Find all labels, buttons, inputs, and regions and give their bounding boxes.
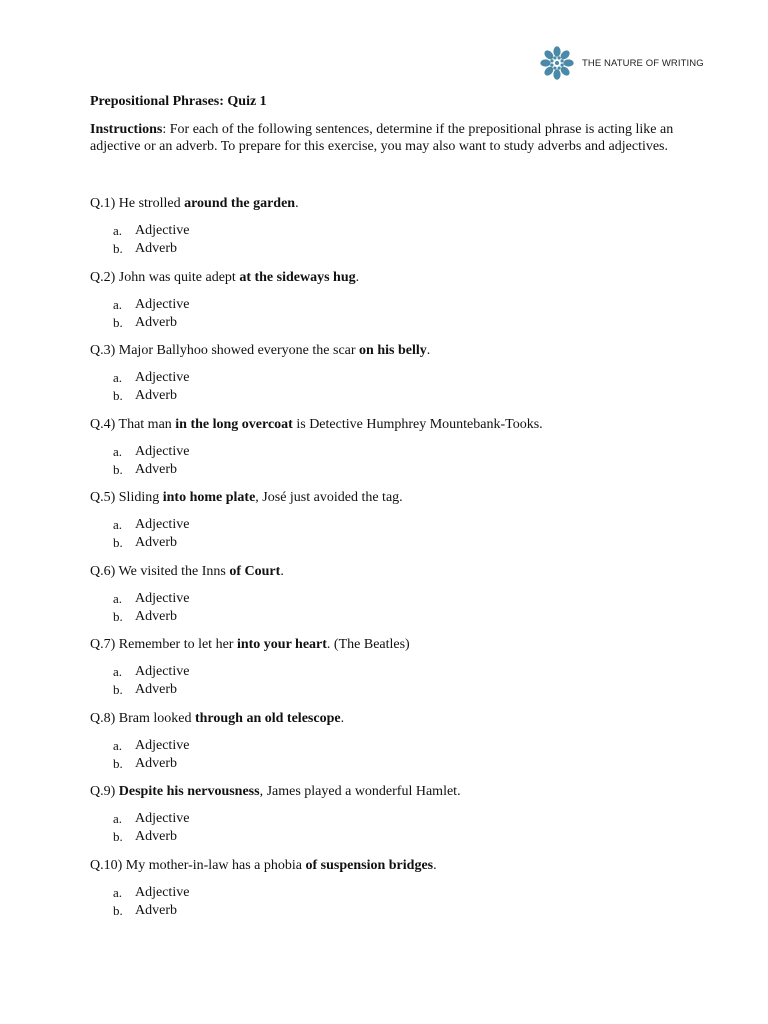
answer-options bbox=[90, 810, 690, 846]
option-label: Adjective bbox=[135, 884, 190, 900]
question-item bbox=[90, 710, 690, 784]
question-suffix: . bbox=[280, 563, 284, 579]
question-suffix: , José just avoided the tag. bbox=[255, 490, 403, 505]
prepositional-phrase: at the sideways hug bbox=[239, 269, 356, 285]
prepositional-phrase: around the garden bbox=[184, 196, 296, 211]
answer-options bbox=[90, 663, 690, 699]
prepositional-phrase: through an old telescope bbox=[194, 710, 341, 726]
answer-options bbox=[90, 516, 690, 552]
question-prefix: Q.9) bbox=[90, 784, 119, 799]
question-suffix: is Detective Humphrey Mountebank-Tooks. bbox=[292, 416, 543, 432]
instructions-paragraph bbox=[90, 121, 690, 155]
answer-options bbox=[90, 884, 690, 920]
prepositional-phrase: on his belly bbox=[359, 343, 427, 358]
question-prefix: Q.6) We visited the Inns bbox=[90, 563, 230, 579]
option-marker: b. bbox=[113, 241, 123, 256]
option-marker: b. bbox=[113, 388, 123, 403]
prepositional-phrase: into your heart bbox=[236, 637, 327, 652]
option-label: Adverb bbox=[135, 388, 177, 403]
question-item bbox=[90, 636, 690, 710]
option-marker: b. bbox=[113, 902, 123, 918]
question-text bbox=[90, 783, 690, 800]
option-marker: a. bbox=[113, 664, 123, 679]
answer-option bbox=[90, 737, 690, 755]
answer-option bbox=[90, 810, 690, 828]
option-marker: b. bbox=[113, 608, 123, 624]
question-prefix: Q.8) Bram looked bbox=[90, 710, 195, 726]
instructions-text: : For each of the following sentences, determine if the prepositional phrase is acting like an adjective or an adverb. To prepare for this exercise, you may also want to study adverbs and adjectives. bbox=[90, 122, 674, 154]
question-suffix: . bbox=[295, 196, 299, 211]
option-marker: b. bbox=[113, 461, 123, 477]
option-label: Adverb bbox=[135, 902, 177, 918]
answer-options bbox=[90, 590, 690, 626]
option-marker: b. bbox=[113, 535, 123, 550]
question-prefix: Q.10) My mother-in-law has a phobia bbox=[90, 857, 306, 873]
answer-option bbox=[90, 755, 690, 773]
option-label: Adverb bbox=[135, 535, 177, 550]
question-item bbox=[90, 416, 690, 490]
option-marker: b. bbox=[113, 682, 123, 697]
answer-option bbox=[90, 534, 690, 552]
option-marker: a. bbox=[113, 737, 123, 753]
question-item bbox=[90, 342, 690, 416]
answer-option bbox=[90, 681, 690, 699]
answer-options bbox=[90, 737, 690, 773]
prepositional-phrase: Despite his nervousness bbox=[118, 784, 260, 799]
option-label: Adjective bbox=[135, 370, 190, 385]
question-item bbox=[90, 857, 690, 931]
question-item bbox=[90, 195, 690, 269]
answer-options bbox=[90, 222, 690, 258]
question-item bbox=[90, 269, 690, 343]
question-text bbox=[90, 269, 690, 286]
question-suffix: . (The Beatles) bbox=[326, 637, 410, 652]
option-label: Adverb bbox=[135, 829, 177, 844]
page-title: Prepositional Phrases: Quiz 1 bbox=[90, 94, 267, 109]
answer-option bbox=[90, 608, 690, 626]
question-text bbox=[90, 710, 690, 727]
question-text bbox=[90, 489, 690, 506]
prepositional-phrase: of Court bbox=[229, 563, 281, 579]
option-label: Adjective bbox=[135, 223, 190, 238]
option-marker: b. bbox=[113, 829, 123, 844]
option-marker: a. bbox=[113, 296, 123, 312]
option-label: Adverb bbox=[135, 314, 177, 330]
answer-option bbox=[90, 590, 690, 608]
question-item bbox=[90, 489, 690, 563]
question-item bbox=[90, 783, 690, 857]
question-text bbox=[90, 342, 690, 359]
option-label: Adjective bbox=[135, 811, 190, 826]
option-label: Adjective bbox=[135, 590, 190, 606]
option-label: Adverb bbox=[135, 682, 177, 697]
question-text bbox=[90, 636, 690, 653]
option-label: Adjective bbox=[135, 664, 190, 679]
option-label: Adverb bbox=[135, 461, 177, 477]
answer-option bbox=[90, 296, 690, 314]
question-suffix: . bbox=[426, 343, 431, 358]
option-label: Adverb bbox=[135, 755, 177, 771]
option-label: Adverb bbox=[135, 608, 177, 624]
question-suffix: . bbox=[355, 269, 360, 285]
option-marker: a. bbox=[113, 590, 123, 606]
answer-option bbox=[90, 516, 690, 534]
prepositional-phrase: into home plate bbox=[162, 490, 256, 505]
answer-option bbox=[90, 884, 690, 902]
answer-option bbox=[90, 461, 690, 479]
answer-options bbox=[90, 369, 690, 405]
option-label: Adjective bbox=[135, 517, 190, 532]
question-prefix: Q.5) Sliding bbox=[90, 490, 163, 505]
question-text bbox=[90, 563, 690, 580]
option-label: Adjective bbox=[135, 443, 190, 459]
answer-option bbox=[90, 240, 690, 258]
answer-option bbox=[90, 222, 690, 240]
prepositional-phrase: of suspension bridges bbox=[305, 857, 434, 873]
question-suffix: . bbox=[340, 710, 345, 726]
answer-option bbox=[90, 314, 690, 332]
instructions-label: Instructions bbox=[90, 122, 163, 137]
question-text bbox=[90, 416, 690, 433]
option-marker: a. bbox=[113, 884, 123, 900]
option-marker: b. bbox=[113, 755, 123, 771]
answer-option bbox=[90, 828, 690, 846]
answer-option bbox=[90, 443, 690, 461]
logo-text: THE NATURE OF WRITING bbox=[582, 57, 704, 69]
option-label: Adverb bbox=[135, 241, 177, 256]
answer-options bbox=[90, 296, 690, 332]
option-label: Adjective bbox=[135, 737, 190, 753]
option-marker: a. bbox=[113, 517, 123, 532]
option-marker: a. bbox=[113, 370, 123, 385]
question-list bbox=[90, 195, 690, 930]
answer-option bbox=[90, 387, 690, 405]
answer-option bbox=[90, 369, 690, 387]
question-prefix: Q.2) John was quite adept bbox=[90, 269, 240, 285]
answer-option bbox=[90, 902, 690, 920]
question-prefix: Q.7) Remember to let her bbox=[90, 637, 237, 652]
option-marker: a. bbox=[113, 811, 123, 826]
answer-options bbox=[90, 443, 690, 479]
option-marker: b. bbox=[113, 314, 123, 330]
question-item bbox=[90, 563, 690, 637]
question-suffix: . bbox=[433, 857, 437, 873]
question-prefix: Q.3) Major Ballyhoo showed everyone the scar bbox=[90, 343, 360, 358]
option-marker: a. bbox=[113, 223, 123, 238]
question-suffix: , James played a wonderful Hamlet. bbox=[259, 784, 461, 799]
quiz-content bbox=[90, 93, 690, 930]
option-label: Adjective bbox=[135, 296, 190, 312]
option-marker: a. bbox=[113, 443, 123, 459]
brand-logo bbox=[538, 44, 704, 82]
answer-option bbox=[90, 663, 690, 681]
question-text bbox=[90, 857, 690, 874]
prepositional-phrase: in the long overcoat bbox=[175, 416, 293, 432]
question-prefix: Q.4) That man bbox=[90, 416, 176, 432]
question-text bbox=[90, 195, 690, 212]
flower-logo-icon bbox=[538, 44, 576, 82]
question-prefix: Q.1) He strolled bbox=[90, 196, 185, 211]
